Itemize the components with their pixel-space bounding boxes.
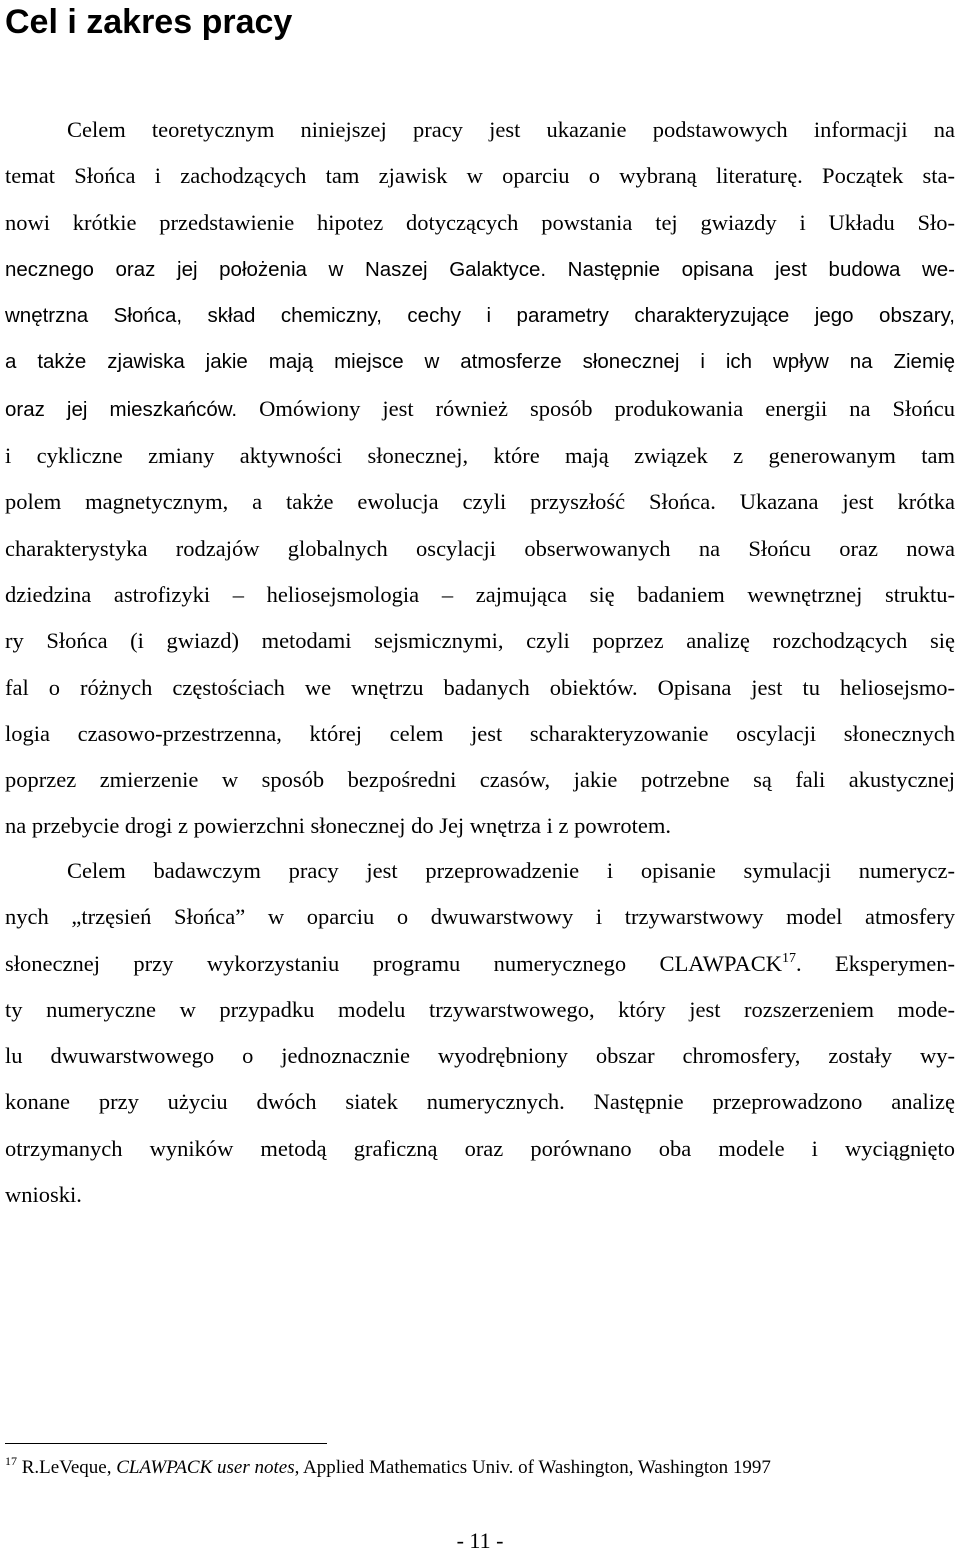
text-line: otrzymanych wyników metodą graficzną oraz porównano oba modele i wyciągnięto [5,1135,955,1161]
footnote-author: R.LeVeque, [21,1457,117,1478]
text-line: nowi krótkie przedstawienie hipotez dotyczących powstania tej gwiazdy i Układu Sło- [5,209,955,235]
paragraph-research-aim [5,848,955,1218]
footnote-reference[interactable]: 17 [781,950,796,966]
footnote-number: 17 [5,1454,17,1468]
text-line: konane przy użyciu dwóch siatek numerycznych. Następnie przeprowadzono analizę [5,1089,955,1115]
text-segment: Omówiony jest również sposób produkowania energii na Słońcu [237,395,955,421]
text-line: wnioski. [5,1182,82,1208]
footnote-publisher: , Applied Mathematics Univ. of Washington, Washington 1997 [294,1457,771,1478]
text-line [5,479,955,525]
paragraph-theoretical-aim [5,107,955,850]
text-line: ry Słońca (i gwiazd) metodami sejsmicznymi, czyli poprzez analizę rozchodzących się [5,628,955,654]
text-line: temat Słońca i zachodzących tam zjawisk w oparciu o wybraną literaturę. Początek sta- [5,163,955,189]
text-segment: necznego oraz jej położenia w Naszej Galaktyce. [5,257,547,281]
text-line: a także zjawiska jakie mają miejsce w atmosferze słonecznej i ich wpływ na Ziemię [5,350,955,374]
text-line: fal o różnych częstościach we wnętrzu badanych obiektów. Opisana jest tu heliosejsmo- [5,674,955,700]
text-segment: . Eksperymen- [795,950,955,976]
text-segment: Ukazana jest krótka [715,489,955,515]
text-line: na przebycie drogi z powierzchni słonecznej do Jej wnętrza i z powrotem. [5,813,671,839]
text-line: dziedzina astrofizyki – heliosejsmologia – zajmująca się badaniem wewnętrznej struktu- [5,581,955,607]
text-line: Celem badawczym pracy jest przeprowadzenie i opisanie symulacji numerycz- [67,858,955,883]
text-line: logia czasowo-przestrzenna, której celem jest scharakteryzowanie oscylacji słonecznych [5,720,955,746]
text-line: lu dwuwarstwowego o jednoznacznie wyodrębniony obszar chromosfery, zostały wy- [5,1043,955,1069]
text-segment: oraz jej mieszkańców. [5,397,238,421]
text-line: wnętrzna Słońca, skład chemiczny, cechy i parametry charakteryzujące jego obszary, [5,304,955,328]
footnote-title: CLAWPACK user notes [116,1457,295,1478]
text-segment: słonecznej przy wykorzystaniu programu numerycznego CLAWPACK [5,950,782,976]
text-line [5,941,955,987]
text-line: charakterystyka rodzajów globalnych oscylacji obserwowanych na Słońcu oraz nowa [5,535,955,561]
text-segment: polem magnetycznym, a także ewolucja czyli przyszłość Słońca. [5,489,716,515]
text-line: nych „trzęsień Słońca” w oparciu o dwuwarstwowy i trzywarstwowy model atmosfery [5,904,955,930]
section-heading: Cel i zakres pracy [5,3,293,41]
text-segment: Następnie opisana jest budowa we- [546,257,955,281]
text-line: i cykliczne zmiany aktywności słonecznej, które mają związek z generowanym tam [5,443,955,469]
text-line: ty numeryczne w przypadku modelu trzywarstwowego, który jest rozszerzeniem mode- [5,996,955,1022]
page-number: - 11 - [456,1528,504,1553]
text-line: Celem teoretycznym niniejszej pracy jest ukazanie podstawowych informacji na [67,117,955,142]
footnote [5,1455,771,1481]
text-line [5,386,955,433]
text-line [5,246,955,293]
text-line: poprzez zmierzenie w sposób bezpośredni czasów, jakie potrzebne są fali akustycznej [5,767,955,793]
footnote-separator [5,1443,327,1444]
